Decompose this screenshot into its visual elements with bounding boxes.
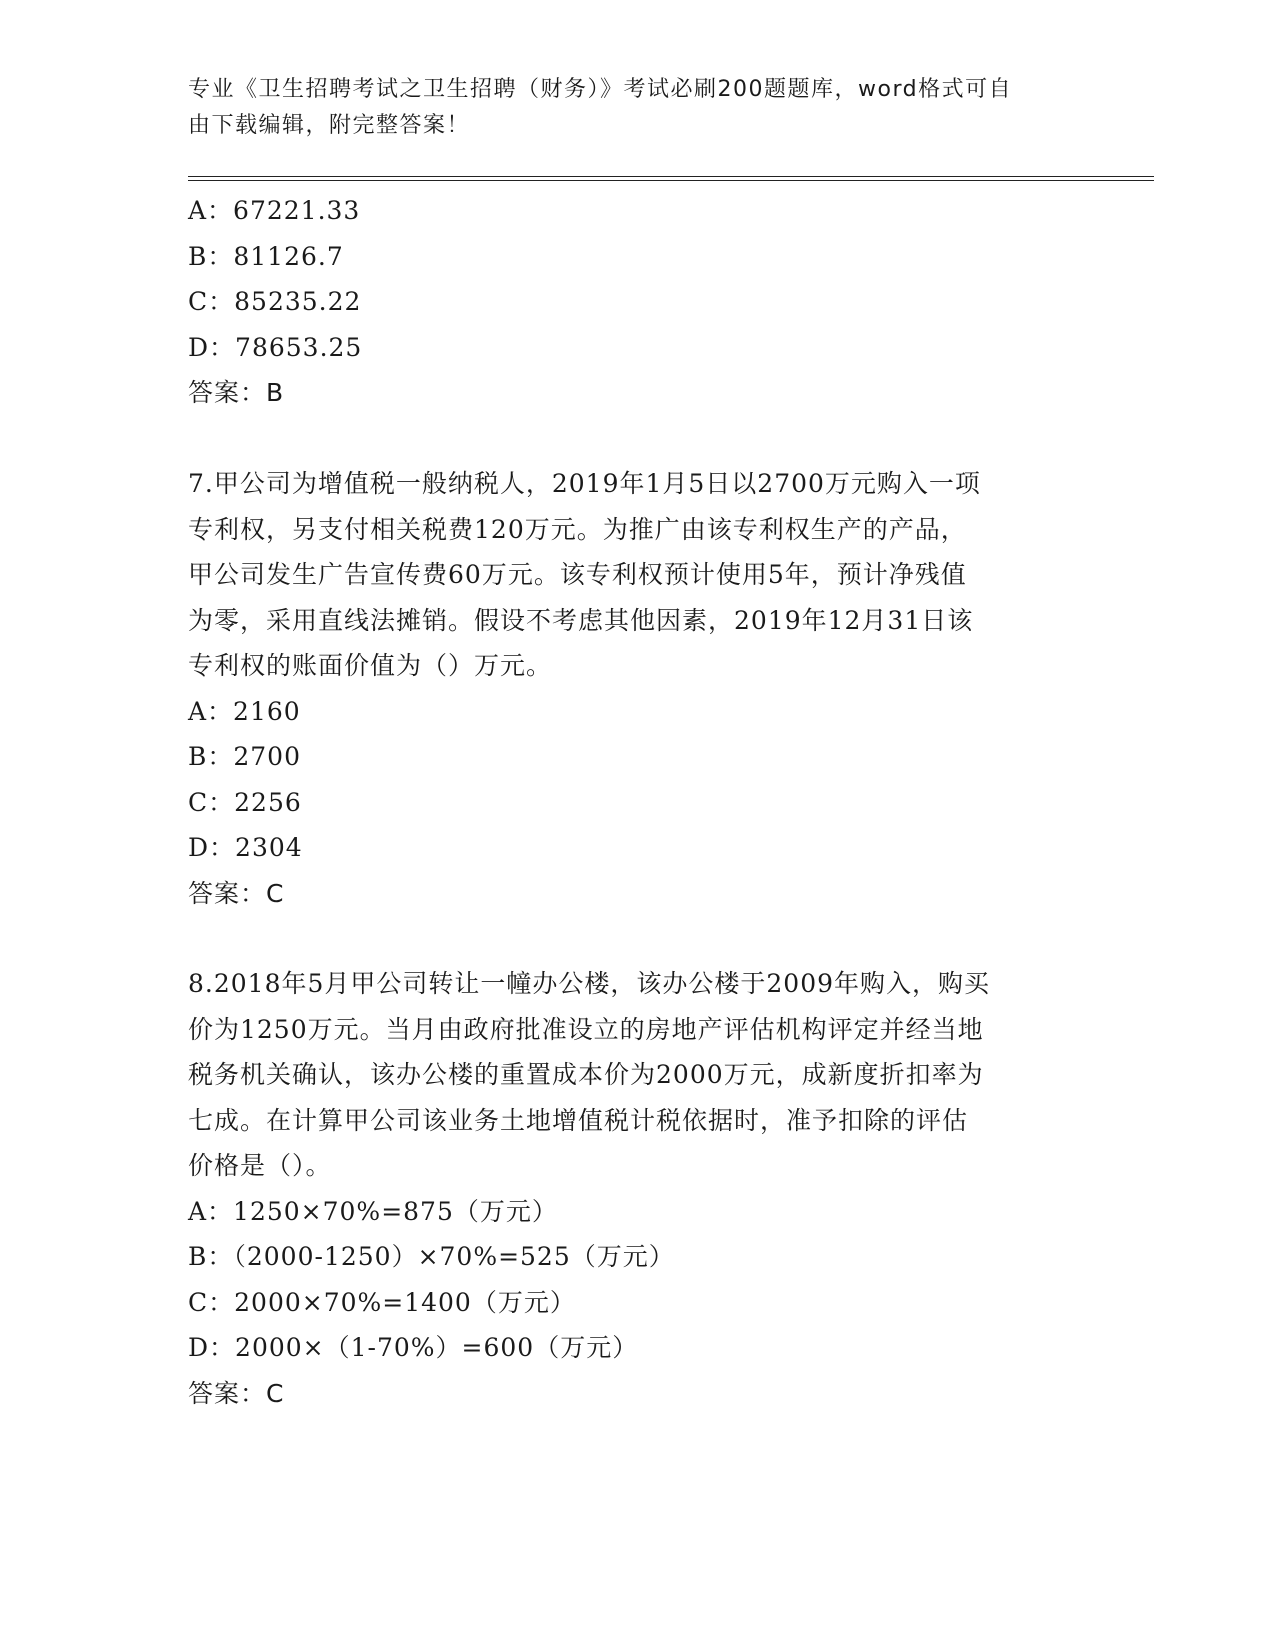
option-b: B：（2000-1250）×70%=525（万元） bbox=[188, 1242, 675, 1271]
question-8-block bbox=[188, 961, 990, 1416]
answer-line: 答案：C bbox=[188, 1378, 285, 1408]
question-text-line: 价格是（）。 bbox=[188, 1151, 332, 1180]
question-text-line: 税务机关确认，该办公楼的重置成本价为2000万元，成新度折扣率为 bbox=[188, 1060, 984, 1089]
question-text-line: 7.甲公司为增值税一般纳税人，2019年1月5日以2700万元购入一项 bbox=[188, 469, 981, 498]
question-7-block bbox=[188, 461, 981, 916]
page-header bbox=[188, 72, 1088, 144]
question-text-line: 甲公司发生广告宣传费60万元。该专利权预计使用5年，预计净残值 bbox=[188, 560, 967, 589]
answer-line: 答案：B bbox=[188, 378, 285, 407]
question-text-line: 专利权，另支付相关税费120万元。为推广由该专利权生产的产品， bbox=[188, 514, 967, 544]
option-c: C：2256 bbox=[188, 787, 302, 817]
header-divider bbox=[188, 176, 1154, 181]
option-a: A：1250×70%=875（万元） bbox=[188, 1196, 558, 1226]
answer-line: 答案：C bbox=[188, 878, 285, 908]
option-a: A：67221.33 bbox=[188, 196, 361, 225]
header-line-1: 专业《卫生招聘考试之卫生招聘（财务）》考试必刷200题题库，word格式可自 bbox=[188, 77, 1013, 102]
question-text-line: 价为1250万元。当月由政府批准设立的房地产评估机构评定并经当地 bbox=[188, 1014, 984, 1044]
option-c: C：85235.22 bbox=[188, 287, 362, 316]
option-b: B：2700 bbox=[188, 742, 301, 771]
option-d: D：78653.25 bbox=[188, 332, 363, 362]
option-c: C：2000×70%=1400（万元） bbox=[188, 1287, 576, 1317]
option-d: D：2304 bbox=[188, 833, 303, 862]
option-d: D：2000×（1-70%）=600（万元） bbox=[188, 1333, 639, 1362]
question-text-line: 8.2018年5月甲公司转让一幢办公楼，该办公楼于2009年购入，购买 bbox=[188, 969, 991, 998]
header-line-2: 由下载编辑，附完整答案！ bbox=[188, 113, 471, 138]
question-text-line: 七成。在计算甲公司该业务土地增值税计税依据时，准予扣除的评估 bbox=[188, 1105, 969, 1135]
option-b: B：81126.7 bbox=[188, 241, 344, 271]
question-text-line: 为零，采用直线法摊销。假设不考虑其他因素，2019年12月31日该 bbox=[188, 605, 974, 635]
question-text-line: 专利权的账面价值为（）万元。 bbox=[188, 651, 553, 680]
option-a: A：2160 bbox=[188, 696, 301, 726]
question-6-block bbox=[188, 188, 362, 416]
